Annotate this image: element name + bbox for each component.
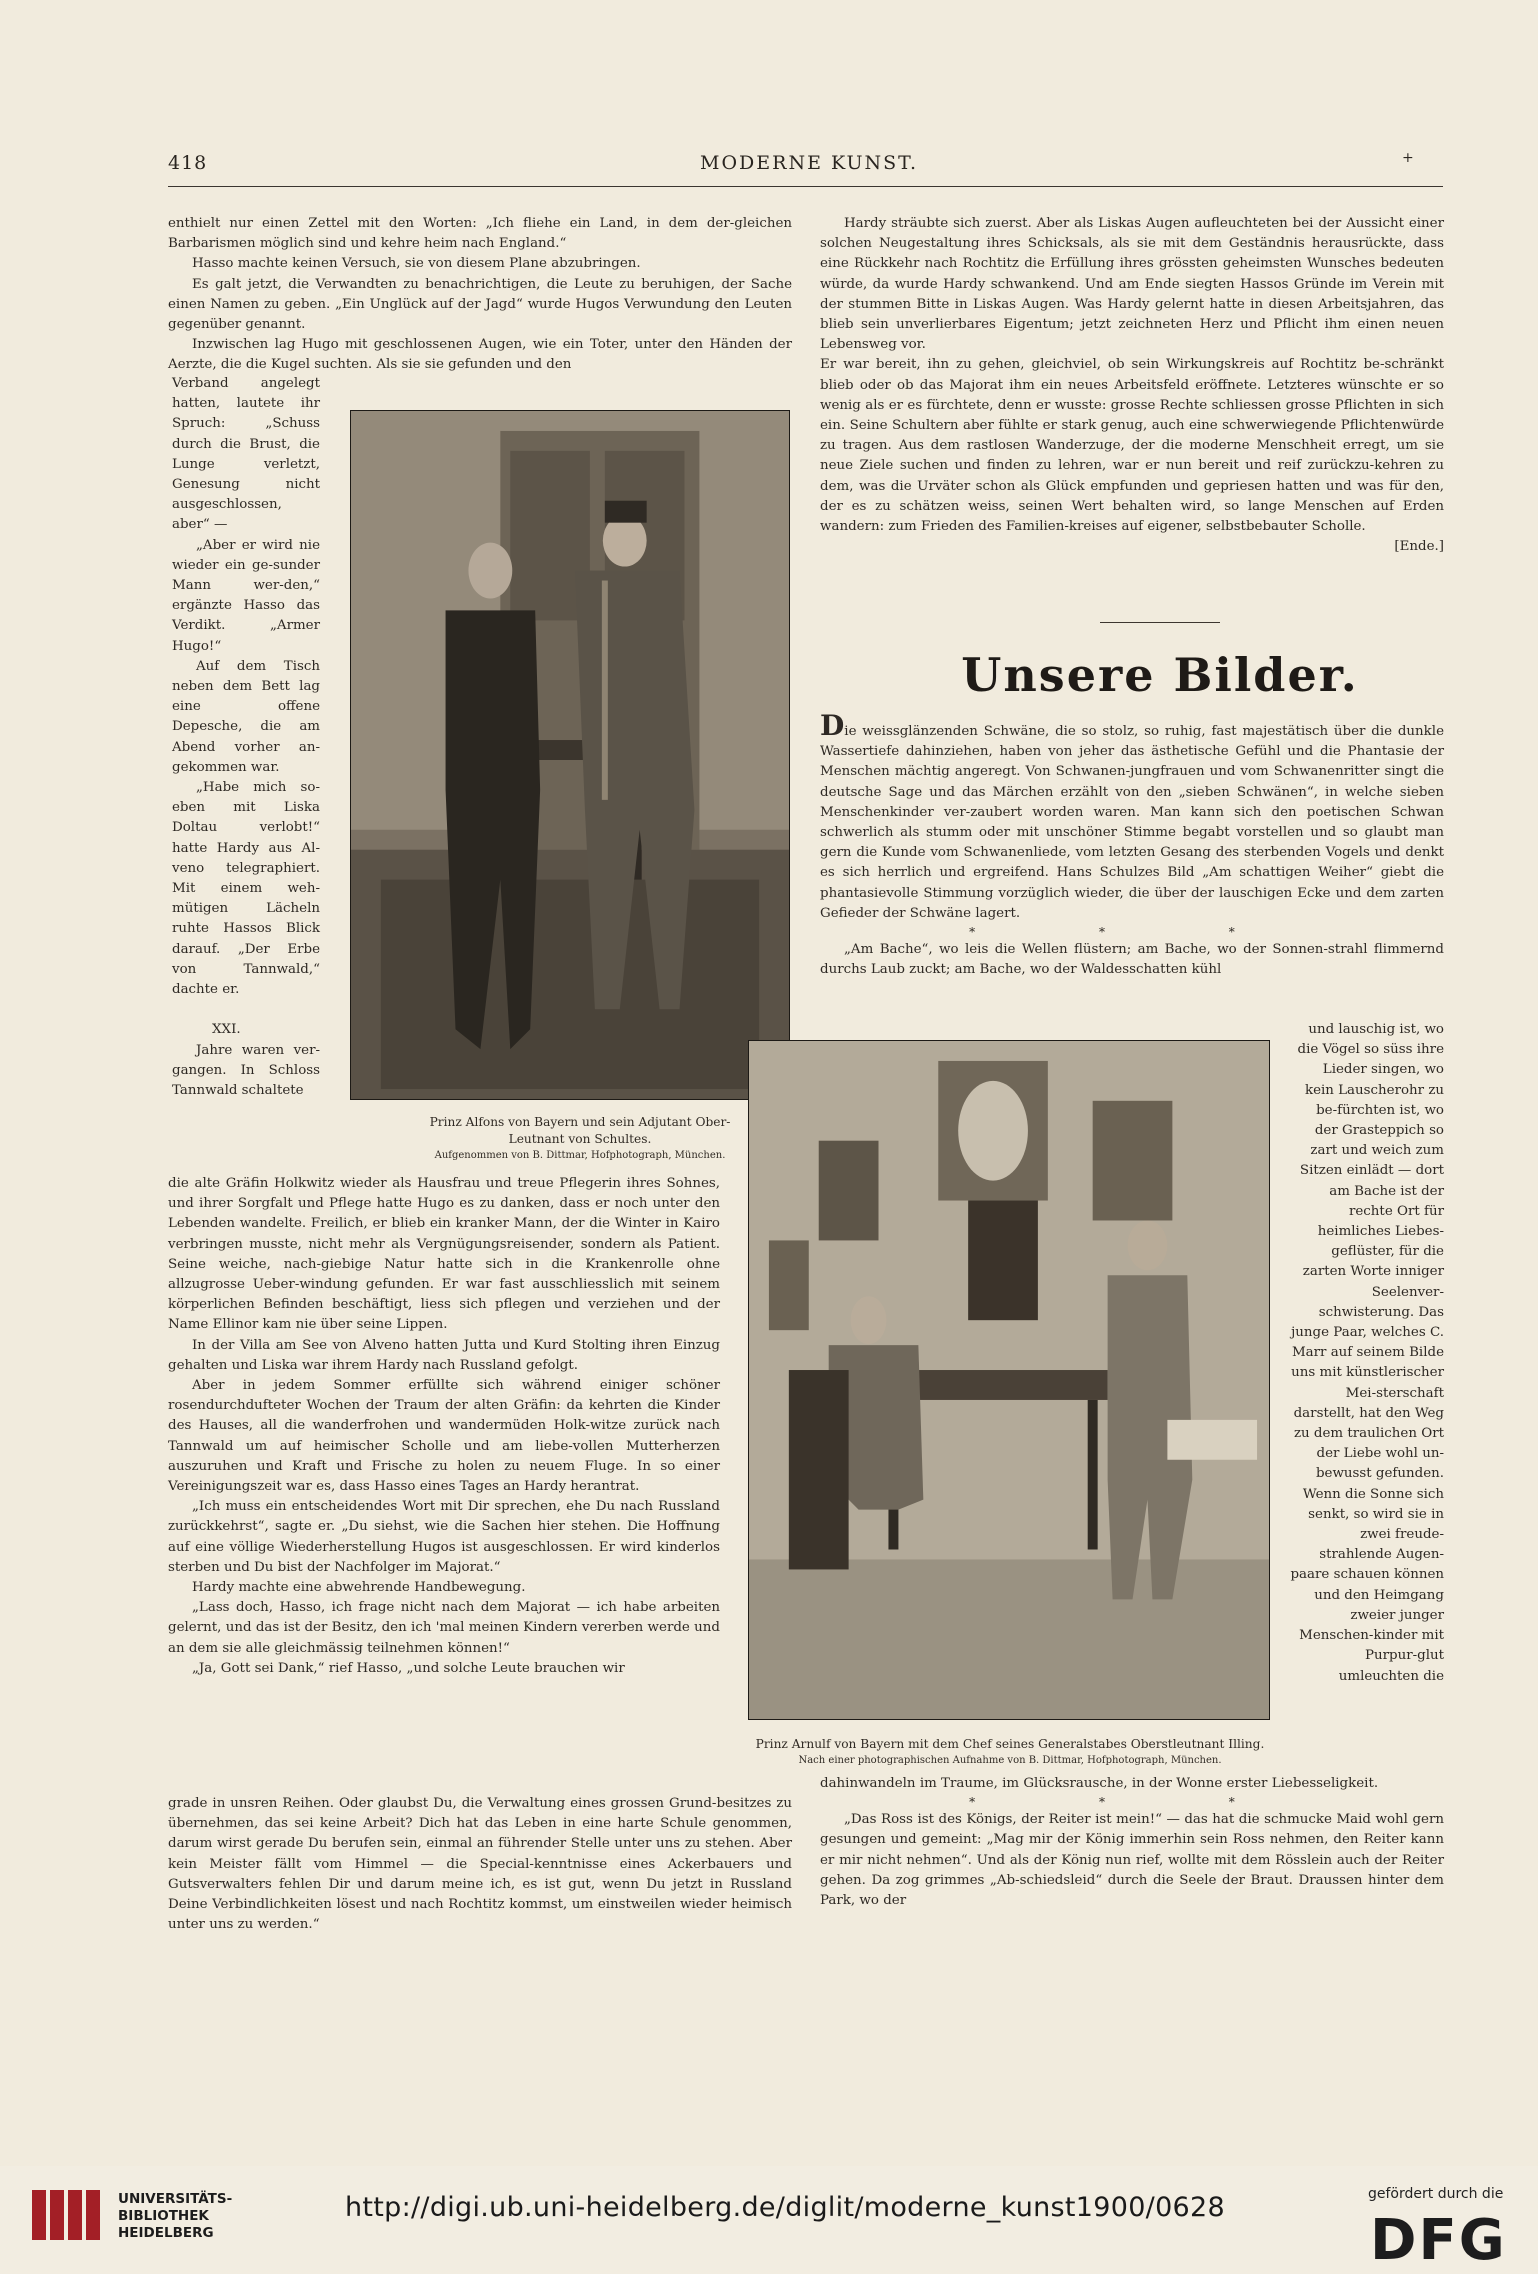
paragraph: „Am Bache“, wo leis die Wellen flüstern; am Bache, wo der Sonnen-strahl flimmernd durchs Laub zuckt; am Bache, wo der Waldesschatten kühl xyxy=(820,942,1444,978)
photo-prinz-arnulf xyxy=(748,1040,1270,1720)
photo-credit: Nach einer photographischen Aufnahme von B. Dittmar, Hofphotograph, München. xyxy=(798,1755,1222,1766)
section-title: Unsere Bilder. xyxy=(961,648,1359,702)
paragraph: Hasso machte keinen Versuch, sie von diesem Plane abzubringen. xyxy=(192,256,641,272)
paragraph: „Ja, Gott sei Dank,“ rief Hasso, „und solche Leute brauchen wir xyxy=(192,1660,625,1676)
right-column-narrow xyxy=(1290,1020,1444,1687)
left-column-top xyxy=(168,214,792,376)
right-column-bottom xyxy=(820,1774,1444,1911)
paragraph: In der Villa am See von Alveno hatten Jutta und Kurd Stolting ihren Einzug gehalten und Liska war ihrem Hardy nach Russland gefolgt. xyxy=(168,1337,720,1373)
institution-line: UNIVERSITÄTS- xyxy=(118,2191,233,2207)
left-column-end xyxy=(168,1794,792,1935)
section-stars: * * * xyxy=(969,925,1295,940)
caption-line: Leutnant von Schultes. xyxy=(508,1132,652,1146)
paragraph: Hardy sträubte sich zuerst. Aber als Liskas Augen aufleuchteten bei der Aussicht einer solchen Neugestaltung ihres Schicksals, als sie mit dem Geständnis herausrückte, dass eine Rückkehr nach Rochtitz die Erfüllung ihres grössten geheimsten Wunsches bedeuten würde, da wurde Hardy schwankend. Und am Ende siegten Hassos Gründe im Verein mit der stummen Bitte in Liskas Augen. Was Hardy gelernt hatte in diesen Arbeitsjahren, das blieb sein unverlierbares Eigentum; jetzt zeichneten Herz und Pflicht ihm einen neuen Lebensweg vor. xyxy=(820,216,1444,353)
decorative-rule xyxy=(1100,622,1220,623)
institution-line: BIBLIOTHEK xyxy=(118,2208,209,2224)
page-number: 418 xyxy=(168,152,208,174)
paragraph xyxy=(820,709,1444,924)
paragraph: grade in unsren Reihen. Oder glaubst Du, die Verwaltung eines grossen Grund-besitzes zu übernehmen, das sei keine Arbeit? Dich hat das Leben in eine harte Schule genommen, darum wirst gerade Du berufen sein, einmal an führender Stelle unter uns zu stehen. Aber kein Meister fällt vom Himmel — die Special-kenntnisse eines Ackerbauers und Gutsverwalters fehlen Dir und darum meine ich, es ist gut, wenn Du jetzt in Russland Deine Verbindlichkeiten lösest und nach Rochtitz kommst, um einstweilen wieder heimisch unter uns zu werden.“ xyxy=(168,1796,792,1933)
university-logo-icon xyxy=(22,2180,112,2250)
section-stars: * * * xyxy=(969,1795,1295,1810)
paragraph: und lauschig ist, wo die Vögel so süss ihre Lieder singen, wo kein Lauscherohr zu be-fürchten ist, wo der Grasteppich so zart und weich zum Sitzen einlädt — dort am Bache ist der rechte Ort für heimliches Liebes-geflüster, für die zarten Worte inniger Seelenver-schwisterung. Das junge Paar, welches C. Marr auf seinem Bilde uns mit künstlerischer Mei-sterschaft darstellt, hat den Weg zu dem traulichen Ort der Liebe wohl un-bewusst gefunden. Wenn die Sonne sich senkt, so wird sie in zwei freude-strahlende Augen-paare schauen können und den Heimgang zweier junger Menschen-kinder mit Purpur-glut umleuchten die xyxy=(1290,1022,1444,1684)
paragraph: dahinwandeln im Traume, im Glücksrausche, in der Wonne erster Liebesseligkeit. xyxy=(820,1776,1379,1791)
swans-text: ie weissglänzenden Schwäne, die so stolz, so ruhig, fast majestätisch über die dunkle Wassertiefe dahinziehen, haben von jeher das ästhetische Gefühl und die Phantasie der Menschen mächtig angeregt. Von Schwanen-jungfrauen und vom Schwanenritter singt die deutsche Sage und das Märchen erzählt von den „sieben Schwänen“, in welche sieben Menschenkinder ver-zaubert worden waren. Man kann sich den poetischen Schwan schwerlich als stumm oder mit unschöner Stimme begabt vorstellen und so glaubt man gern die Kunde vom Schwanenliede, vom letzten Gesang des sterbenden Vogels und denkt es sich herrlich und ergreifend. Hans Schulzes Bild „Am schattigen Weiher“ giebt die phantasievolle Stimmung vorzüglich wieder, die über der lauschigen Ecke und dem zarten Gefieder der Schwäne lagert. xyxy=(820,724,1444,921)
right-column-top xyxy=(820,214,1444,557)
end-mark: [Ende.] xyxy=(1394,539,1444,555)
header-mark: + xyxy=(1402,150,1414,166)
paragraph: „Habe mich so-eben mit Liska Doltau verlobt!“ hatte Hardy aus Al-veno telegraphiert. Mit einem weh-mütigen Lächeln ruhte Hassos Blick darauf. „Der Erbe von Tannwald,“ dachte er. xyxy=(172,780,320,998)
paragraph: „Das Ross ist des Königs, der Reiter ist mein!“ — das hat die schmucke Maid wohl gern gesungen und gemeint: „Mag mir der König immerhin sein Ross nehmen, den Reiter kann er mir nicht nehmen“. Und als der König nun rief, wollte mit dem Rösslein auch der Reiter gehen. Da zog grimmes „Ab-schiedsleid“ durch die Seele der Braut. Draussen hinter dem Park, wo der xyxy=(820,1812,1444,1909)
institution-line: HEIDELBERG xyxy=(118,2225,214,2241)
paragraph: Inzwischen lag Hugo mit geschlossenen Augen, wie ein Toter, unter den Händen der Aerzte, die die Kugel suchten. Als sie sie gefunden und den xyxy=(168,337,792,373)
funded-by-label: gefördert durch die xyxy=(1368,2186,1504,2202)
paragraph: „Lass doch, Hasso, ich frage nicht nach dem Majorat — ich habe arbeiten gelernt, und das ist der Besitz, den ich 'mal meinen Kindern vererben werde und an dem sie alle gleichmässig teilnehmen können!“ xyxy=(168,1600,720,1656)
journal-title: MODERNE KUNST. xyxy=(700,152,919,174)
paragraph: Verband angelegt hatten, lautete ihr Spruch: „Schuss durch die Brust, die Lunge verletzt, Genesung nicht ausgeschlossen, aber“ — xyxy=(172,376,320,533)
drop-cap: D xyxy=(820,709,845,742)
paragraph: „Ich muss ein entscheidendes Wort mit Dir sprechen, ehe Du nach Russland zurückkehrst“, sagte er. „Du siehst, wie die Sachen hier stehen. Die Hoffnung auf eine völlige Wiederherstellung Hugos ist ausgeschlossen. Er wird kinderlos sterben und Du bist der Nachfolger im Majorat.“ xyxy=(168,1499,720,1575)
source-url-link[interactable]: http://digi.ub.uni-heidelberg.de/diglit/moderne_kunst1900/0628 xyxy=(345,2192,1225,2223)
left-column-bottom xyxy=(168,1174,720,1679)
chapter-number: XXI. xyxy=(212,1022,241,1038)
paragraph: Er war bereit, ihn zu gehen, gleichviel, ob sein Wirkungskreis auf Rochtitz be-schränkt blieb oder ob das Majorat ihm ein neues Arbeitsfeld eröffnete. Letzteres wünschte er so wenig als er es fürchtete, denn er wusste: grosse Rechte schliessen grosse Pflichten in sich ein. Seine Schultern aber fühlte er stark genug, auch eine schwerwiegende Pflichtenwürde zu tragen. Aus dem rastlosen Wanderzuge, der die moderne Menschheit erregt, um sie neue Ziele suchen und finden zu lehren, war er nun bereit und reif zurückzu-kehren zu dem, was die Urväter schon als Glück empfunden und gepriesen hatten und was für den, der es zu schätzen weiss, seinen Wert behalten wird, so lange Menschen auf Erden wandern: zum Frieden des Familien-kreises auf eigener, selbstbebauter Scholle. xyxy=(820,357,1444,535)
dfg-logo: DFG xyxy=(1370,2208,1507,2273)
photo-prinz-alfons xyxy=(350,410,790,1100)
paragraph: „Aber er wird nie wieder ein ge-sunder Mann wer-den,“ ergänzte Hasso das Verdikt. „Armer Hugo!“ xyxy=(172,537,320,654)
paragraph: Auf dem Tisch neben dem Bett lag eine offene Depesche, die am Abend vorher an-gekommen war. xyxy=(172,658,320,775)
paragraph: Es galt jetzt, die Verwandten zu benachrichtigen, die Leute zu beruhigen, der Sache einen Namen zu geben. „Ein Unglück auf der Jagd“ wurde Hugos Verwundung den Leuten gegenüber genannt. xyxy=(168,276,792,333)
paragraph: Jahre waren ver-gangen. In Schloss Tannwald schaltete xyxy=(172,1042,320,1098)
institution-name xyxy=(118,2191,232,2242)
caption-line: Prinz Arnulf von Bayern mit dem Chef seines Generalstabes Oberstleutnant Illing. xyxy=(755,1737,1265,1751)
paragraph: Hardy machte eine abwehrende Handbewegung. xyxy=(192,1580,526,1596)
paragraph: die alte Gräfin Holkwitz wieder als Hausfrau und treue Pflegerin ihres Sohnes, und ihrer Sorgfalt und Pflege hatte Hugo es zu danken, dass er noch unter den Lebenden wandelte. Freilich, er blieb ein kranker Mann, der die Winter in Kairo verbringen musste, nicht mehr als Vergnügungsreisender, sondern als Patient. Seine weiche, nach-giebige Natur hatte sich in die Krankenrolle ohne allzugrosse Ueber-windung gefunden. Er war fast ausschliesslich mit seinem körperlichen Befinden beschäftigt, liess sich pflegen und verziehen und der Name Ellinor kam nie über seine Lippen. xyxy=(168,1176,720,1333)
photo-credit: Aufgenommen von B. Dittmar, Hofphotograph, München. xyxy=(434,1150,726,1161)
right-column-swans xyxy=(820,709,1444,980)
photo2-caption xyxy=(720,1736,1300,1769)
paragraph: Aber in jedem Sommer erfüllte sich während einiger schöner rosendurchdufteter Wochen der Traum der alten Gräfin: da kehrten die Kinder des Hauses, all die wanderfrohen und wandermüden Holk-witze zurück nach Tannwald um auf heimischer Scholle und am liebe-vollen Mutterherzen auszuruhen und Kraft und Frische zu holen zu neuem Fluge. In so einer Vereinigungszeit war es, dass Hasso eines Tages an Hardy herantrat. xyxy=(168,1378,720,1495)
paragraph: enthielt nur einen Zettel mit den Worten: „Ich fliehe ein Land, in dem der-gleichen Barbarismen möglich sind und kehre heim nach England.“ xyxy=(168,216,792,252)
left-column-narrow xyxy=(172,374,320,1101)
header-rule xyxy=(168,186,1443,187)
caption-line: Prinz Alfons von Bayern und sein Adjutant Ober- xyxy=(429,1115,731,1129)
